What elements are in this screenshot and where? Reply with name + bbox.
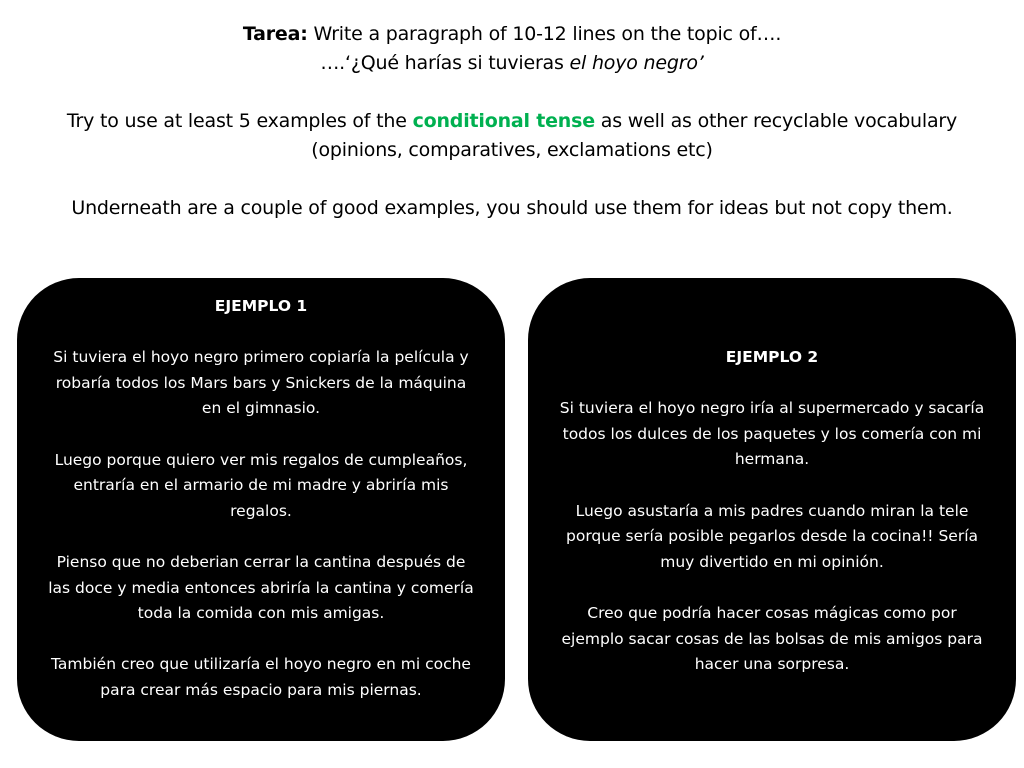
- spacer: [558, 473, 986, 499]
- task-question: ….‘¿Qué harías si tuvieras: [320, 52, 570, 74]
- example-2-paragraph-3: Creo que podría hacer cosas mágicas como por ejemplo sacar cosas de las bolsas de mis amigos para hacer una sorpresa.: [561, 603, 983, 674]
- task-line-4: (opinions, comparatives, exclamations etc): [311, 139, 713, 161]
- task-line-5: Underneath are a couple of good examples, you should use them for ideas but not copy them.: [71, 197, 953, 219]
- example-card-1: [17, 278, 505, 741]
- example-card-2: [528, 278, 1016, 741]
- task-hint-after: as well as other recyclable vocabulary: [594, 110, 958, 132]
- spacer: [47, 320, 475, 346]
- example-1-paragraph-2: Luego porque quiero ver mis regalos de cumpleaños, entraría en el armario de mi madre y abriría mis regalos.: [54, 450, 468, 520]
- example-1-paragraph-1: Si tuviera el hoyo negro primero copiaría la película y robaría todos los Mars bars y Snickers de la máquina en el gimnasio.: [53, 348, 469, 418]
- spacer: [47, 627, 475, 653]
- example-2-title: EJEMPLO 2: [725, 348, 819, 366]
- task-text: Write a paragraph of 10-12 lines on the topic of….: [307, 23, 782, 45]
- task-line-3: [0, 107, 1024, 136]
- example-2-paragraph-2: Luego asustaría a mis padres cuando miran la tele porque sería posible pegarlos desde la cocina!! Sería muy divertido en mi opinión.: [566, 501, 978, 571]
- example-2-paragraph-1: Si tuviera el hoyo negro iría al supermercado y sacaría todos los dulces de los paquetes y los comería con mi hermana.: [559, 399, 985, 469]
- conditional-tense-highlight: conditional tense: [412, 110, 595, 132]
- spacer: [0, 165, 1024, 194]
- spacer: [0, 78, 1024, 107]
- task-label: Tarea:: [242, 23, 308, 45]
- spacer: [47, 524, 475, 550]
- task-line-2: [0, 49, 1024, 78]
- spacer: [558, 575, 986, 601]
- task-question-italic: el hoyo negro’: [569, 52, 704, 74]
- spacer: [558, 371, 986, 397]
- task-hint-before: Try to use at least 5 examples of the: [66, 110, 413, 132]
- task-line-1: [0, 20, 1024, 49]
- task-instructions: [0, 20, 1024, 223]
- spacer: [47, 422, 475, 448]
- example-1-paragraph-4: También creo que utilizaría el hoyo negro en mi coche para crear más espacio para mis piernas.: [51, 655, 471, 699]
- example-1-paragraph-3: Pienso que no deberian cerrar la cantina después de las doce y media entonces abriría la cantina y comería toda la comida con mis amigas.: [48, 552, 474, 623]
- example-1-title: EJEMPLO 1: [214, 297, 308, 315]
